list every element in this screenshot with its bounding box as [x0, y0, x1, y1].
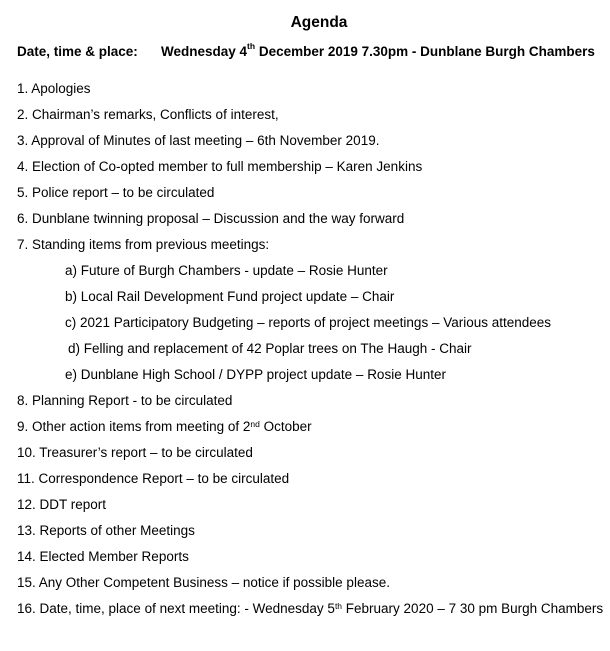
agenda-item-16-text-start: 16. Date, time, place of next meeting: - Wednesday 5 [17, 601, 335, 616]
meeting-details-label: Date, time & place: [17, 44, 138, 59]
agenda-item-1: 1. Apologies [17, 81, 91, 96]
agenda-list [17, 79, 603, 625]
agenda-item-14: 14. Elected Member Reports [17, 549, 189, 564]
agenda-subitem-7e: e) Dunblane High School / DYPP project update – Rosie Hunter [65, 367, 446, 382]
agenda-item-15: 15. Any Other Competent Business – notice if possible please. [17, 575, 390, 590]
agenda-item-16 [17, 599, 603, 625]
agenda-item-6: 6. Dunblane twinning proposal – Discussion and the way forward [17, 211, 405, 226]
meeting-details-value-superscript: th [247, 41, 256, 51]
page-title: Agenda [290, 14, 348, 31]
agenda-subitem-7c: c) 2021 Participatory Budgeting – reports of project meetings – Various attendees [65, 315, 552, 330]
meeting-details-value-start: Wednesday 4 [161, 44, 248, 59]
agenda-item-9-superscript: nd [250, 419, 260, 429]
agenda-item-16-text-end: February 2020 – 7 30 pm Burgh Chambers [342, 601, 604, 616]
meeting-details-value-end: December 2019 7.30pm - Dunblane Burgh Chambers [255, 44, 595, 59]
meeting-details [17, 41, 595, 59]
agenda-item-7: 7. Standing items from previous meetings: [17, 237, 270, 252]
agenda-item-9 [17, 417, 603, 443]
agenda-item-4: 4. Election of Co-opted member to full membership – Karen Jenkins [17, 159, 423, 174]
agenda-item-13: 13. Reports of other Meetings [17, 523, 195, 538]
agenda-subitem-7b: b) Local Rail Development Fund project update – Chair [65, 289, 395, 304]
agenda-item-3: 3. Approval of Minutes of last meeting – 6th November 2019. [17, 133, 380, 148]
agenda-subitem-7d: d) Felling and replacement of 42 Poplar trees on The Haugh - Chair [68, 341, 472, 356]
agenda-item-12: 12. DDT report [17, 497, 107, 512]
agenda-item-2: 2. Chairman’s remarks, Conflicts of interest, [17, 107, 279, 122]
agenda-item-16-superscript: th [334, 601, 343, 611]
agenda-item-11: 11. Correspondence Report – to be circulated [17, 471, 290, 486]
agenda-item-10: 10. Treasurer’s report – to be circulated [17, 445, 253, 460]
agenda-item-9-text-start: 9. Other action items from meeting of 2 [17, 419, 251, 434]
agenda-item-8: 8. Planning Report - to be circulated [17, 393, 233, 408]
agenda-subitem-7a: a) Future of Burgh Chambers - update – Rosie Hunter [65, 263, 388, 278]
agenda-item-9-text-end: October [259, 419, 312, 434]
agenda-item-5: 5. Police report – to be circulated [17, 185, 215, 200]
